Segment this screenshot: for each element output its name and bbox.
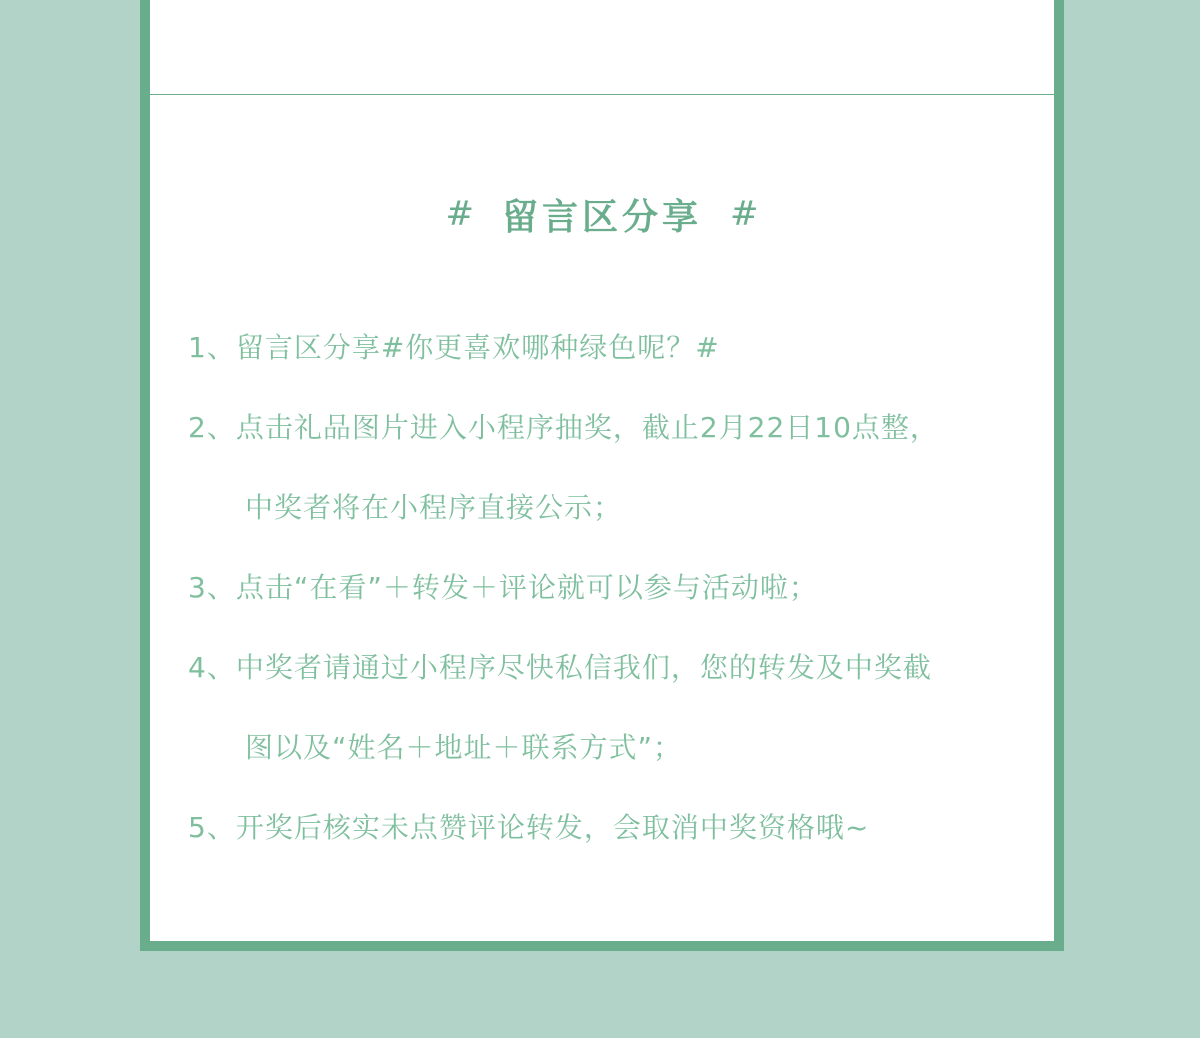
title-text: 留言区分享 <box>501 195 702 238</box>
rule-line-1: 1、留言区分享#你更喜欢哪种绿色呢？# <box>188 331 720 364</box>
content-card <box>150 0 1054 941</box>
rule-line-5: 5、开奖后核实未点赞评论转发，会取消中奖资格哦~ <box>188 811 870 844</box>
title-hash-left: # <box>445 194 474 234</box>
rule-line-2-cont: 中奖者将在小程序直接公示； <box>245 491 623 524</box>
divider <box>150 94 1054 95</box>
title-hash-right: # <box>730 194 759 234</box>
rule-line-4: 4、中奖者请通过小程序尽快私信我们，您的转发及中奖截 <box>188 651 932 684</box>
rule-line-2: 2、点击礼品图片进入小程序抽奖，截止2月22日10点整， <box>188 411 939 444</box>
rules-list <box>188 320 1048 880</box>
section-title <box>150 188 1054 240</box>
rule-line-3: 3、点击“在看”＋转发＋评论就可以参与活动啦； <box>188 571 818 604</box>
rule-line-4-cont: 图以及“姓名＋地址＋联系方式”； <box>245 731 683 764</box>
